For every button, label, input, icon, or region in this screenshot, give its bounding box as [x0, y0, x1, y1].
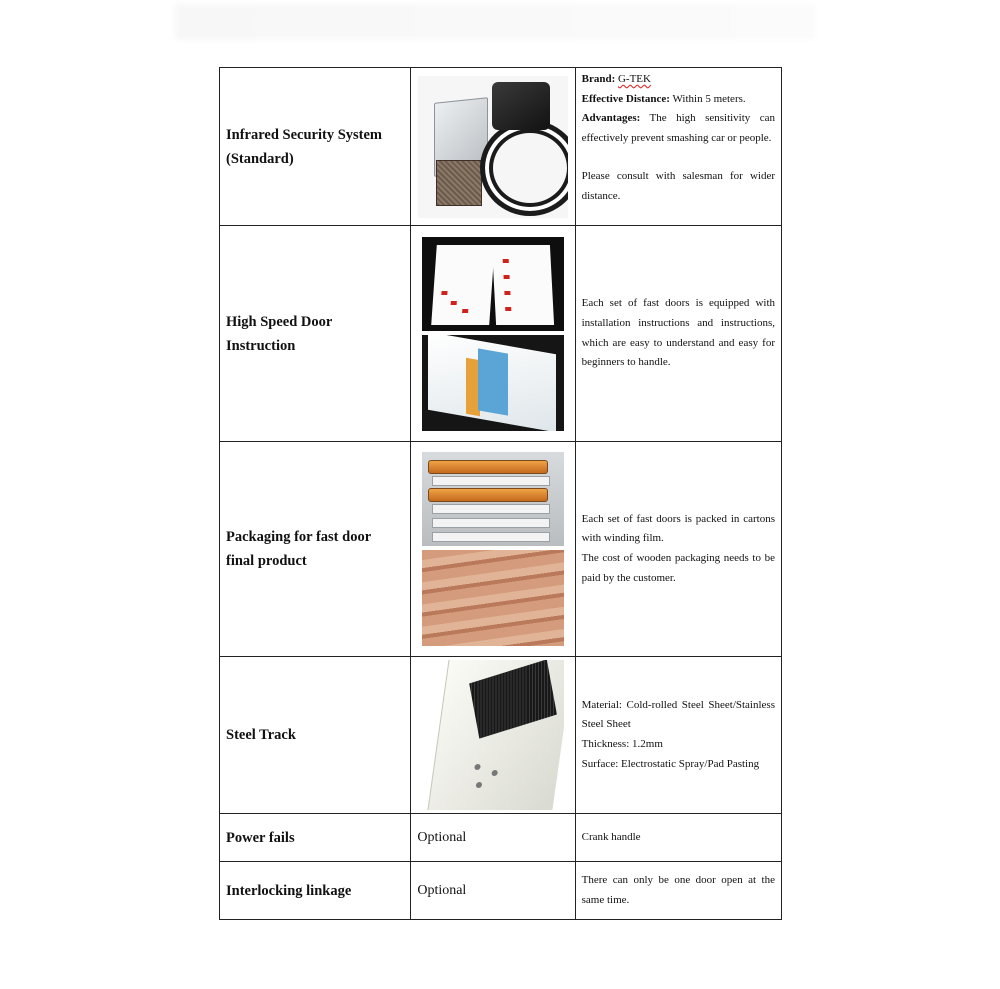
distance-label: Effective Distance:: [581, 92, 670, 105]
item-name-cell: [220, 226, 411, 442]
table-row: [220, 862, 782, 920]
image-cell: [411, 442, 575, 657]
option-cell: Optional: [411, 862, 575, 920]
description-cell: Crank handle: [575, 814, 781, 862]
manual-stack-icon: [422, 335, 564, 431]
track-surface: Surface: Electrostatic Spray/Pad Pasting: [581, 757, 760, 770]
sensor-box-icon: [492, 82, 550, 130]
image-cell: [411, 657, 575, 814]
table-row: [220, 442, 782, 657]
packaging-line-1: Each set of fast doors is packed in cartons with winding film.: [581, 512, 775, 545]
image-cell: [411, 226, 575, 442]
brand-label: Brand:: [581, 73, 616, 85]
table-row: [220, 657, 782, 814]
item-name-cell: [220, 814, 411, 862]
distance-value: Within 5 meters.: [672, 92, 746, 105]
table-row: [220, 226, 782, 442]
description-cell: [575, 226, 781, 442]
reflector-icon: [436, 160, 482, 206]
table-row: [220, 814, 782, 862]
cable-coil-icon: [480, 120, 568, 216]
table-row: [220, 68, 782, 226]
track-thickness: Thickness: 1.2mm: [581, 738, 663, 750]
steel-track-photo: [422, 660, 564, 810]
item-name-cell: [220, 442, 411, 657]
advantages-value: The high sensitivity can effectively prevent smashing car or people.: [581, 112, 775, 144]
instruction-description: Each set of fast doors is equipped with installation instructions and instructions, which are easy to understand and easy for beginners to handle.: [581, 297, 775, 369]
item-name-cell: [220, 657, 411, 814]
faded-header-artifact: [175, 4, 815, 40]
item-name-cell: [220, 68, 411, 226]
description-cell: [575, 442, 781, 657]
description-cell: [575, 657, 781, 814]
instruction-manual-photo: [422, 237, 564, 431]
description-cell: [575, 68, 781, 226]
item-name-sub: (Standard): [226, 150, 294, 167]
item-name: Steel Track: [226, 727, 296, 743]
consult-note: Please consult with salesman for wider distance.: [581, 170, 775, 202]
item-name-sub: Instruction: [226, 337, 296, 354]
advantages-label: Advantages:: [581, 112, 641, 125]
item-name: Infrared Security System: [226, 126, 382, 143]
item-name: Packaging for fast door: [226, 529, 372, 545]
item-name-sub: final product: [226, 553, 307, 569]
packaging-photo: [422, 452, 564, 646]
track-material: Material: Cold-rolled Steel Sheet/Stainless Steel Sheet: [581, 698, 775, 731]
packaging-line-2: The cost of wooden packaging needs to be paid by the customer.: [581, 552, 775, 584]
brand-value: G-TEK: [617, 73, 651, 85]
item-name: Power fails: [226, 829, 295, 846]
packed-doors-icon: [422, 452, 564, 546]
item-name: High Speed Door: [226, 313, 333, 330]
item-name-cell: [220, 862, 411, 920]
open-manual-icon: [422, 237, 564, 331]
wooden-crates-icon: [422, 550, 564, 646]
steel-track-icon: [427, 660, 564, 810]
item-name: Interlocking linkage: [226, 882, 352, 899]
description-cell: There can only be one door open at the same time.: [575, 862, 781, 920]
option-cell: Optional: [411, 814, 575, 862]
infrared-sensor-photo: [418, 76, 568, 218]
product-spec-table: [219, 67, 782, 920]
image-cell: [411, 68, 575, 226]
